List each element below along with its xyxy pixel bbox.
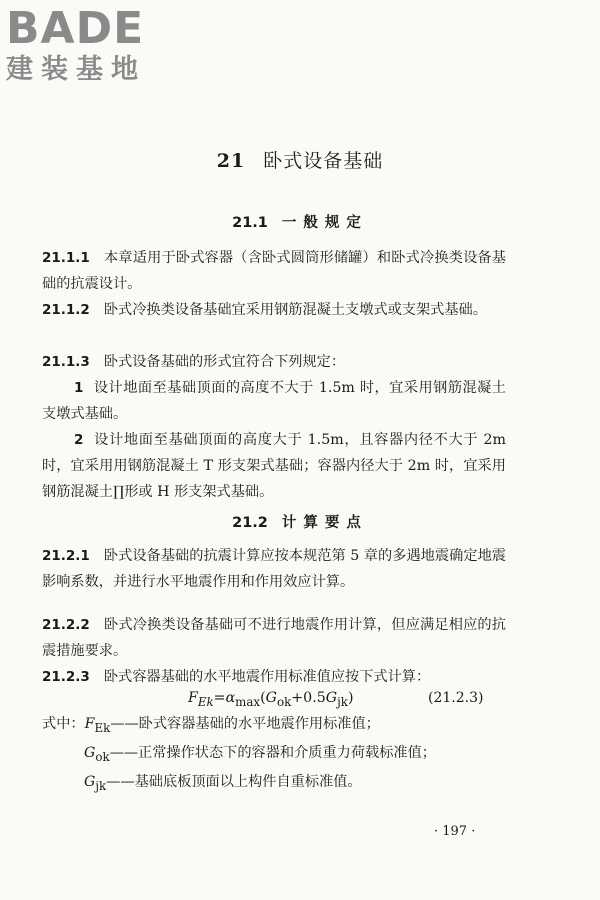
clause-number: 21.1.2 <box>42 302 90 318</box>
section-title-21-1 <box>0 211 600 232</box>
logo-subtext: 建装基地 <box>6 54 146 85</box>
item-number: 2 <box>74 432 84 448</box>
clause-number: 21.2.1 <box>42 548 90 564</box>
clause-text: 卧式设备基础的抗震计算应按本规范第 5 章的多遇地震确定地震影响系数，并进行水平地震作用和作用效应计算。 <box>42 548 506 590</box>
section-title-21-2 <box>0 511 600 532</box>
clause-21-1-1 <box>42 245 506 297</box>
chapter-title-text: 卧式设备基础 <box>263 150 384 172</box>
section-number: 21.2 <box>232 515 268 531</box>
formula-symbol-g2: G <box>325 690 338 706</box>
section-title-text: 一般规定 <box>281 215 368 231</box>
formula-sub-ek: Ek <box>197 694 214 709</box>
bade-logo <box>6 3 176 86</box>
definition-row-fek <box>42 712 506 741</box>
clause-text: 卧式冷换类设备基础宜采用钢筋混凝土支墩式或支架式基础。 <box>103 302 487 318</box>
formula-sub-jk: jk <box>337 694 348 709</box>
formula-plus-coef: +0.5 <box>291 690 326 706</box>
formula-open-paren: ( <box>260 690 266 706</box>
item-number: 1 <box>74 380 84 396</box>
clause-text: 卧式冷换类设备基础可不进行地震作用计算，但应满足相应的抗震措施要求。 <box>42 617 506 659</box>
clause-21-2-3 <box>42 664 506 690</box>
clause-text: 本章适用于卧式容器（含卧式圆筒形储罐）和卧式冷换类设备基础的抗震设计。 <box>42 250 506 292</box>
clause-text: 卧式容器基础的水平地震作用标准值应按下式计算： <box>103 669 431 685</box>
section-title-text: 计算要点 <box>281 515 368 531</box>
symbol-definitions <box>42 712 506 798</box>
clause-number: 21.2.3 <box>42 669 90 685</box>
clause-number: 21.1.1 <box>42 250 90 266</box>
item-text: 设计地面至基础顶面的高度大于 1.5m，且容器内径不大于 2m 时，宜采用用钢筋混凝土 T 形支架式基础；容器内径大于 2m 时，宜采用钢筋混凝土∏形或 H 形支架式基础。 <box>42 432 506 500</box>
formula-equals: = <box>213 690 226 706</box>
definition-row-gjk <box>42 770 506 799</box>
logo-text: BADE <box>6 3 145 54</box>
chapter-number: 21 <box>216 150 246 172</box>
section-number: 21.1 <box>232 215 268 231</box>
item-text: 设计地面至基础顶面的高度不大于 1.5m 时，宜采用钢筋混凝土支墩式基础。 <box>42 380 506 422</box>
formula-close-paren: ) <box>347 690 354 706</box>
def-dash: —— <box>110 716 139 732</box>
def-sub: ok <box>95 749 110 764</box>
clause-text: 卧式设备基础的形式宜符合下列规定： <box>103 354 346 370</box>
clause-21-1-3 <box>42 349 506 375</box>
clause-21-1-3-item-1 <box>42 375 506 427</box>
chapter-title <box>0 146 600 173</box>
def-symbol: F <box>84 716 95 732</box>
formula-sub-max: max <box>235 694 261 709</box>
def-text: 正常操作状态下的容器和介质重力荷载标准值； <box>138 744 436 761</box>
def-symbol: G <box>84 744 96 761</box>
clause-number: 21.1.3 <box>42 354 90 370</box>
def-sub: Ek <box>94 720 111 735</box>
formula-sub-ok: ok <box>277 694 292 709</box>
definition-row-gok <box>42 741 506 770</box>
clause-21-1-2 <box>42 297 506 323</box>
def-symbol: G <box>84 773 96 790</box>
formula-symbol-g1: G <box>265 690 277 706</box>
clause-21-2-2 <box>42 612 506 664</box>
formula-symbol-f: F <box>188 690 198 706</box>
page-number: · 197 · <box>434 824 476 839</box>
def-text: 卧式容器基础的水平地震作用标准值； <box>138 716 380 732</box>
def-sub: jk <box>95 778 107 793</box>
def-dash: —— <box>106 773 135 790</box>
def-dash: —— <box>109 744 139 761</box>
def-text: 基础底板顶面以上构件自重标准值。 <box>134 773 362 790</box>
clause-number: 21.2.2 <box>42 617 90 633</box>
formula-alpha: α <box>225 690 236 706</box>
clause-21-1-3-item-2 <box>42 427 506 505</box>
clause-21-2-1 <box>42 543 506 595</box>
formula-number: (21.2.3) <box>428 690 484 706</box>
formula-21-2-3 <box>188 690 353 709</box>
definitions-intro: 式中： <box>42 716 85 732</box>
